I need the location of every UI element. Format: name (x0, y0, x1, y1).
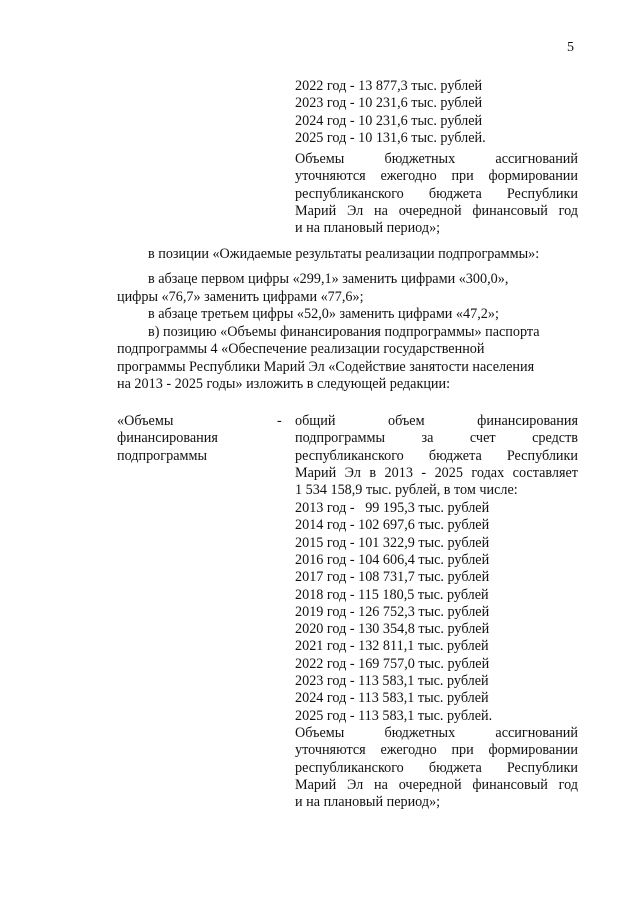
year-line: 2014 год - 102 697,6 тыс. рублей (295, 517, 490, 534)
year-line: 2025 год - 10 131,6 тыс. рублей. (295, 129, 486, 146)
paragraph-first-abzac: в абзаце первом цифры «299,1» заменить цифрами «300,0», (148, 271, 509, 287)
year-line: 2020 год - 130 354,8 тыс. рублей (295, 621, 490, 638)
year-line: 2016 год - 104 606,4 тыс. рублей (295, 551, 490, 568)
year-line: 2013 год - 99 195,3 тыс. рублей (295, 500, 490, 516)
year-line: 2024 год - 113 583,1 тыс. рублей (295, 690, 489, 707)
intro-line: общий объем финансирования (295, 413, 578, 429)
note-line: республиканского бюджета Республики (295, 185, 578, 202)
note-line: уточняются ежегодно при формировании (295, 168, 578, 185)
note-line: Объемы бюджетных ассигнований (295, 151, 578, 167)
year-line: 2015 год - 101 322,9 тыс. рублей (295, 534, 490, 551)
label-line: финансирования (117, 430, 218, 447)
note-line: и на плановый период»; (295, 220, 441, 237)
year-line: 2019 год - 126 752,3 тыс. рублей (295, 603, 490, 620)
intro-line: республиканского бюджета Республики (295, 447, 578, 464)
paragraph-third-abzac: в абзаце третьем цифры «52,0» заменить цифрами «47,2»; (148, 306, 499, 322)
year-line: 2023 год - 113 583,1 тыс. рублей (295, 673, 489, 689)
note-line: Объемы бюджетных ассигнований (295, 725, 578, 741)
year-line: 2017 год - 108 731,7 тыс. рублей (295, 569, 490, 586)
year-line: 2022 год - 13 877,3 тыс. рублей (295, 78, 483, 94)
paragraph-first-abzac-cont: цифры «76,7» заменить цифрами «77,6»; (117, 289, 364, 305)
paragraph-position-v: в) позицию «Объемы финансирования подпрограммы» паспорта (148, 324, 540, 340)
table-dash: - (277, 413, 282, 429)
label-line: подпрограммы (117, 447, 207, 464)
note-line: Марий Эл на очередной финансовый год (295, 202, 578, 219)
page-number: 5 (567, 40, 574, 55)
intro-line: Марий Эл в 2013 - 2025 годах составляет (295, 464, 578, 481)
year-line: 2022 год - 169 757,0 тыс. рублей (295, 655, 490, 672)
year-line: 2021 год - 132 811,1 тыс. рублей (295, 638, 489, 655)
year-line: 2023 год - 10 231,6 тыс. рублей (295, 95, 483, 112)
year-line: 2018 год - 115 180,5 тыс. рублей (295, 586, 489, 603)
year-line: 2024 год - 10 231,6 тыс. рублей (295, 112, 483, 129)
note-line: уточняются ежегодно при формировании (295, 742, 578, 759)
year-line: 2025 год - 113 583,1 тыс. рублей. (295, 707, 493, 724)
note-line: Марий Эл на очередной финансовый год (295, 776, 578, 793)
paragraph-expected-results: в позиции «Ожидаемые результаты реализации подпрограммы»: (148, 246, 540, 262)
label-line: «Объемы (117, 413, 174, 429)
paragraph-position-v-3: программы Республики Марий Эл «Содействие занятости населения (117, 359, 535, 375)
paragraph-position-v-2: подпрограммы 4 «Обеспечение реализации государственной (117, 341, 485, 357)
paragraph-position-v-4: на 2013 - 2025 годы» изложить в следующей редакции: (117, 376, 451, 392)
note-line: республиканского бюджета Республики (295, 759, 578, 776)
intro-line: подпрограммы за счет средств (295, 430, 578, 447)
intro-line: 1 534 158,9 тыс. рублей, в том числе: (295, 482, 518, 499)
note-line: и на плановый период»; (295, 794, 441, 811)
